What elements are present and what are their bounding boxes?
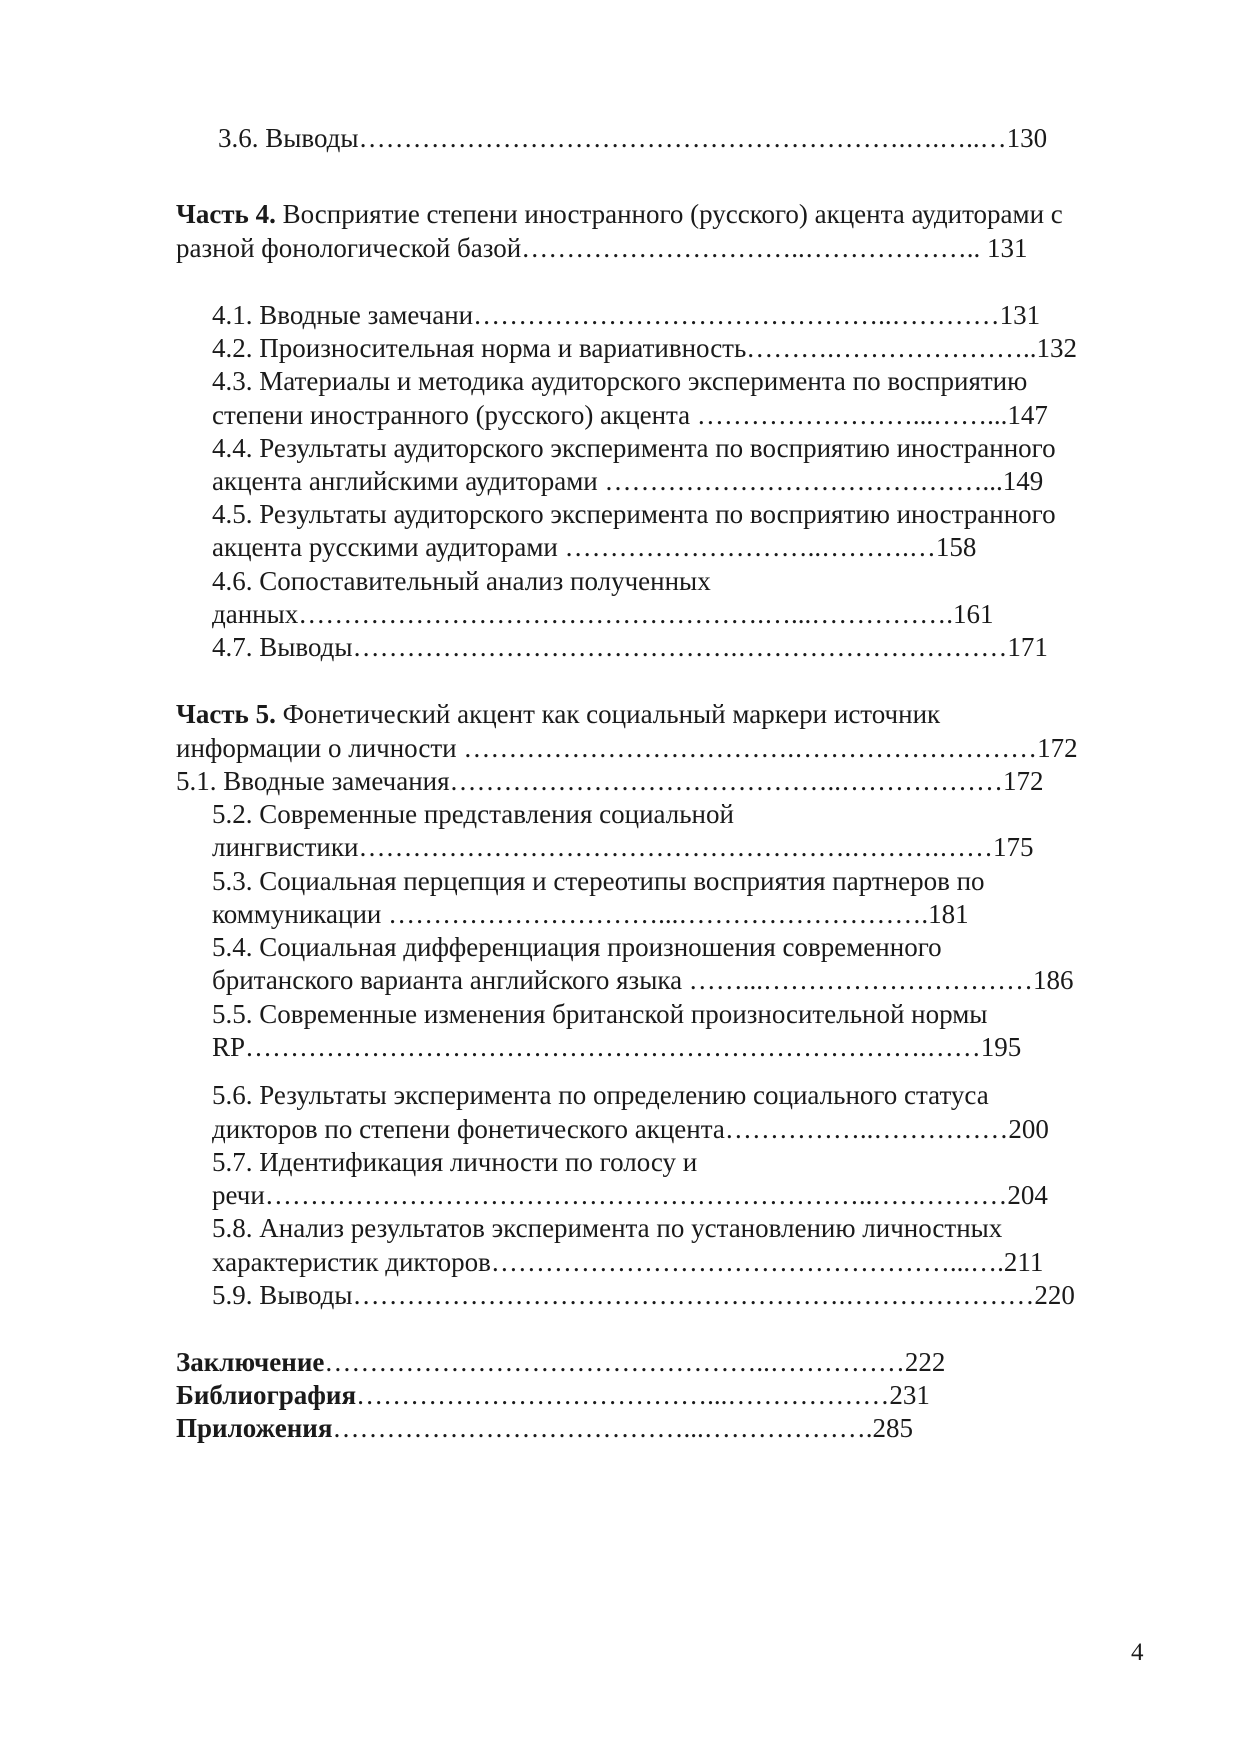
toc-appendices	[176, 1411, 913, 1445]
toc-entry-5-6-cont: дикторов по степени фонетического акцента……………..……………200	[212, 1114, 1049, 1144]
toc-entry-5-3: 5.3. Социальная перцепция и стереотипы восприятия партнеров по	[212, 866, 985, 896]
toc-entry-4-4-cont: акцента английскими аудиторами ……………………………………...149	[212, 466, 1044, 496]
toc-entry-4-3: 4.3. Материалы и методика аудиторского эксперимента по восприятию	[212, 366, 1028, 396]
toc-entry-4-6: 4.6. Сопоставительный анализ полученных	[212, 566, 711, 596]
toc-entry-5-8: 5.8. Анализ результатов эксперимента по установлению личностных	[212, 1213, 1003, 1243]
toc-entry-5-8-cont: характеристик дикторов……………………………………………...….211	[212, 1247, 1044, 1277]
toc-entry-5-5: 5.5. Современные изменения британской произносительной нормы	[212, 999, 988, 1029]
toc-entry-5-7-cont: речи…………………………………………………………..……………204	[212, 1180, 1048, 1210]
bibliography-leader: …………………………………...………………231	[356, 1380, 930, 1410]
toc-entry-5-1: 5.1. Вводные замечания……………………………………..………………172	[176, 766, 1044, 796]
toc-entry-5-2-cont: лингвистики……………………………………………….……….……175	[212, 832, 1034, 862]
conclusion-label: Заключение	[176, 1347, 325, 1377]
toc-part-5-title	[176, 697, 940, 731]
toc-entry-4-6-cont: данных…………………………………………….…...…………….161	[212, 599, 994, 629]
toc-bibliography	[176, 1378, 930, 1412]
part-5-title-text: Фонетический акцент как социальный маркери источник	[275, 699, 941, 729]
toc-entry-4-7: 4.7. Выводы…………………………………….…………………………171	[212, 632, 1048, 662]
toc-entry-5-6: 5.6. Результаты эксперимента по определению социального статуса	[212, 1080, 989, 1110]
toc-entry-5-3-cont: коммуникации …………………………...……………………….181	[212, 899, 969, 929]
toc-entry-4-5-cont: акцента русскими аудиторами ………………………..……….…158	[212, 532, 977, 562]
toc-part-5-title-cont: информации о личности ……………………………….………………………172	[176, 733, 1078, 763]
part-5-label: Часть 5.	[176, 699, 276, 729]
toc-entry-5-9: 5.9. Выводы……………………………………………….…………………220	[212, 1280, 1075, 1310]
appendices-label: Приложения	[176, 1413, 333, 1443]
toc-entry-4-2: 4.2. Произносительная норма и вариативность……….…………………..132	[212, 333, 1078, 363]
toc-entry-5-4: 5.4. Социальная дифференциация произношения современного	[212, 932, 942, 962]
conclusion-leader: …………………………………………..……………222	[324, 1347, 946, 1377]
appendices-leader: …………………………………...……………….285	[332, 1413, 913, 1443]
toc-part-4-title	[176, 197, 1063, 231]
toc-conclusion	[176, 1345, 945, 1379]
toc-entry-5-2: 5.2. Современные представления социальной	[212, 799, 734, 829]
toc-part-4-title-cont: разной фонологической базой…………………………..……………….. 131	[176, 233, 1028, 263]
toc-entry-5-4-cont: британского варианта английского языка ……...…………………………186	[212, 965, 1074, 995]
toc-entry-5-7: 5.7. Идентификация личности по голосу и	[212, 1147, 698, 1177]
part-4-title-text: Восприятие степени иностранного (русского) акцента аудиторами с	[275, 199, 1063, 229]
toc-entry-3-6: 3.6. Выводы…………………………………………………….….…..…130	[218, 123, 1048, 153]
bibliography-label: Библиография	[176, 1380, 357, 1410]
toc-entry-4-4: 4.4. Результаты аудиторского эксперимента по восприятию иностранного	[212, 433, 1056, 463]
page-number: 4	[1131, 1639, 1144, 1666]
toc-entry-4-5: 4.5. Результаты аудиторского эксперимента по восприятию иностранного	[212, 499, 1056, 529]
part-4-label: Часть 4.	[176, 199, 276, 229]
toc-entry-4-1: 4.1. Вводные замечани………………………………………..…………131	[212, 300, 1041, 330]
toc-entry-4-3-cont: степени иностранного (русского) акцента ……………………...……...147	[212, 400, 1048, 430]
toc-entry-5-5-cont: RP………………………………………………………………….……195	[212, 1032, 1022, 1062]
